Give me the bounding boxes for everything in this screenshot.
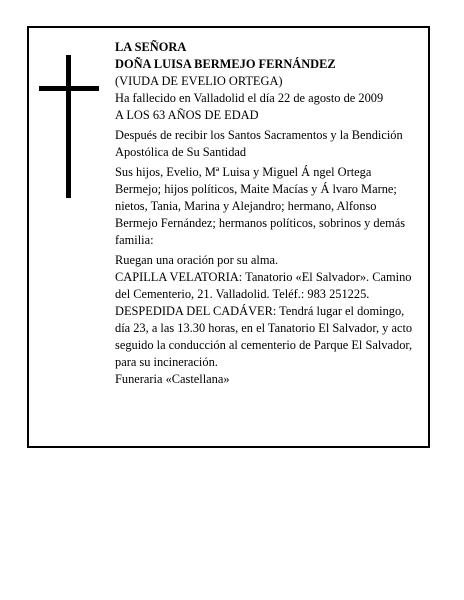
chapel-paragraph: CAPILLA VELATORIA: Tanatorio «El Salvador». Camino del Cementerio, 21. Valladolid. Teléf.: 983 251225. — [115, 270, 412, 301]
widow-line: (VIUDA DE EVELIO ORTEGA) — [115, 74, 283, 88]
funeral-home-line: Funeraria «Castellana» — [115, 372, 230, 386]
family-paragraph: Sus hijos, Evelio, Mª Luisa y Miguel Á ngel Ortega Bermejo; hijos políticos, Maite Macías y Á lvaro Marne; nietos, Tania, Marina y Alejandro; hermano, Alfonso Bermejo Fernández; hermanos políticos, sobrinos y demás familia: — [115, 165, 406, 247]
notice-title: LA SEÑORA — [115, 40, 187, 54]
deceased-name: DOÑA LUISA BERMEJO FERNÁNDEZ — [115, 57, 336, 71]
farewell-paragraph: DESPEDIDA DEL CADÁVER: Tendrá lugar el domingo, día 23, a las 13.30 horas, en el Tanatorio El Salvador, y acto seguido la conducción al cementerio de Parque El Salvador, para su incineración. — [115, 304, 413, 369]
death-line: Ha fallecido en Valladolid el día 22 de agosto de 2009 — [115, 91, 384, 105]
cross-icon-bar — [39, 86, 99, 91]
notice-text — [115, 39, 415, 388]
cross-icon — [66, 55, 71, 198]
obituary-notice — [27, 26, 430, 448]
prayer-line: Ruegan una oración por su alma. — [115, 253, 279, 267]
age-line: A LOS 63 AÑOS DE EDAD — [115, 108, 259, 122]
sacraments-line: Después de recibir los Santos Sacramentos y la Bendición Apostólica de Su Santidad — [115, 128, 403, 159]
